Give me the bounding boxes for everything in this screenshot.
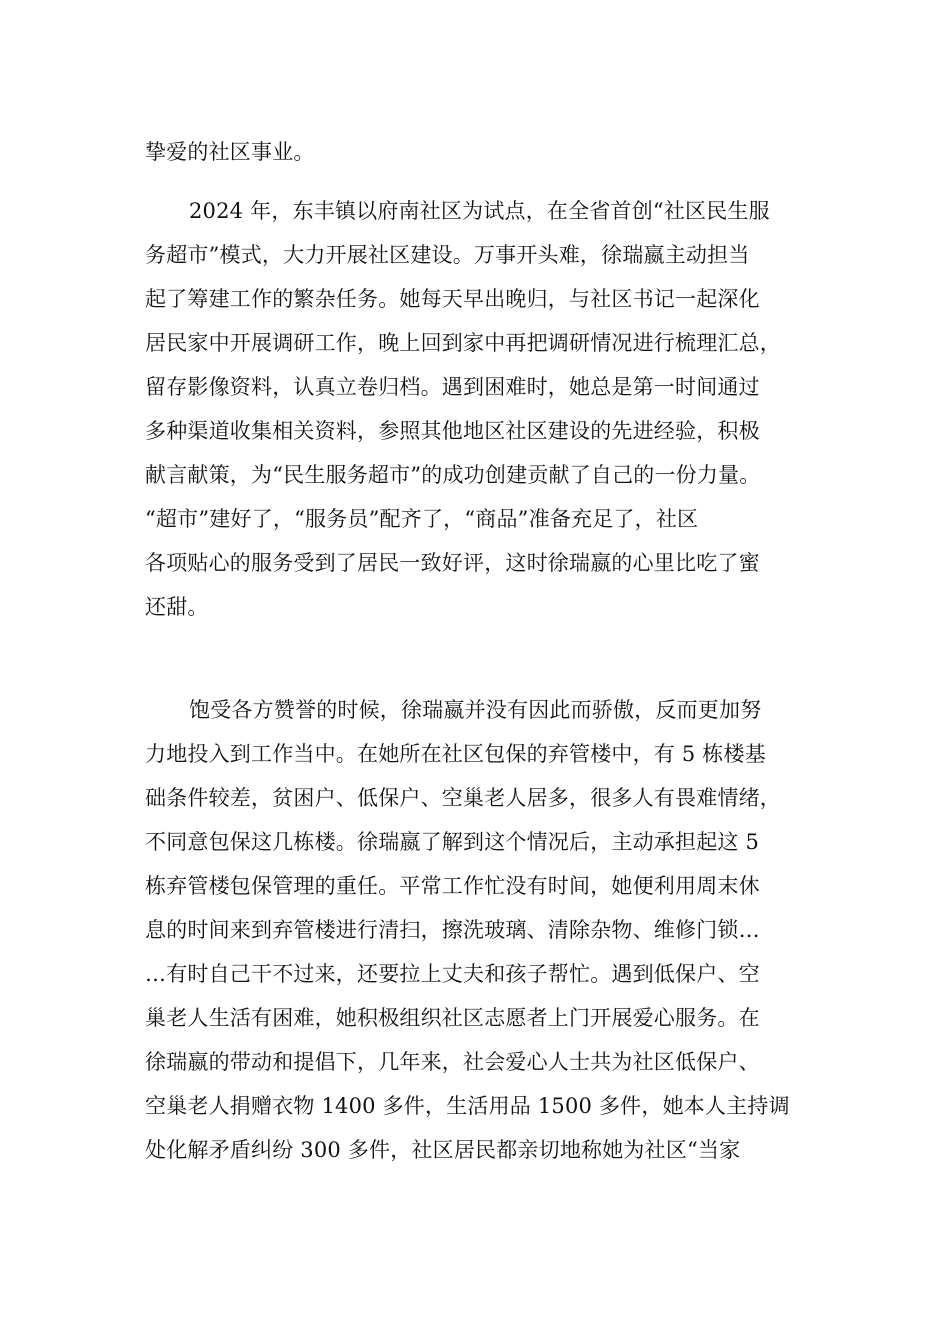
text-line: 务超市”模式，大力开展社区建设。万事开头难，徐瑞嬴主动担当: [145, 243, 750, 267]
text-line: 各项贴心的服务受到了居民一致好评，这时徐瑞嬴的心里比吃了蜜: [145, 551, 760, 575]
text-line: 巢老人生活有困难，她积极组织社区志愿者上门开展爱心服务。在: [145, 1006, 760, 1030]
text-line: 起了筹建工作的繁杂任务。她每天早出晚归，与社区书记一起深化: [145, 287, 760, 311]
paragraph-continuation: [145, 130, 825, 174]
text-line: 还甜。: [145, 595, 209, 619]
text-line: 栋弃管楼包保管理的重任。平常工作忙没有时间，她便利用周末休: [145, 874, 760, 898]
text-line: 挚爱的社区事业。: [145, 140, 315, 164]
text-line: 不同意包保这几栋楼。徐瑞嬴了解到这个情况后，主动承担起这 5: [145, 830, 760, 854]
text-line: 息的时间来到弃管楼进行清扫，擦洗玻璃、清除杂物、维修门锁…: [145, 918, 760, 942]
text-line: 2024 年，东丰镇以府南社区为试点，在全省首创“社区民生服: [189, 199, 770, 223]
text-line: 饱受各方赞誉的时候，徐瑞嬴并没有因此而骄傲，反而更加努: [189, 698, 762, 722]
text-line: 多种渠道收集相关资料，参照其他地区社区建设的先进经验，积极: [145, 419, 760, 443]
text-line: 献言献策，为“民生服务超市”的成功创建贡献了自己的一份力量。: [145, 463, 761, 487]
text-line: …有时自己干不过来，还要拉上丈夫和孩子帮忙。遇到低保户、空: [145, 962, 760, 986]
text-line: 力地投入到工作当中。在她所在社区包保的弃管楼中，有 5 栋楼基: [145, 742, 766, 766]
text-line: 处化解矛盾纠纷 300 多件，社区居民都亲切地称她为社区“当家: [145, 1138, 741, 1162]
text-line: 础条件较差，贫困户、低保户、空巢老人居多，很多人有畏难情绪，: [145, 786, 781, 810]
text-line: 居民家中开展调研工作，晚上回到家中再把调研情况进行梳理汇总，: [145, 331, 781, 355]
text-line: 徐瑞嬴的带动和提倡下，几年来，社会爱心人士共为社区低保户、: [145, 1050, 760, 1074]
paragraph-abandoned-buildings: [145, 688, 825, 1172]
document-body: [145, 130, 825, 1172]
text-line: 空巢老人捐赠衣物 1400 多件，生活用品 1500 多件，她本人主持调: [145, 1094, 790, 1118]
text-line: [145, 629, 825, 673]
paragraph-community-service-supermarket: [145, 189, 825, 673]
text-line: “超市”建好了，“服务员”配齐了，“商品”准备充足了，社区: [145, 507, 699, 531]
text-line: 留存影像资料，认真立卷归档。遇到困难时，她总是第一时间通过: [145, 375, 760, 399]
